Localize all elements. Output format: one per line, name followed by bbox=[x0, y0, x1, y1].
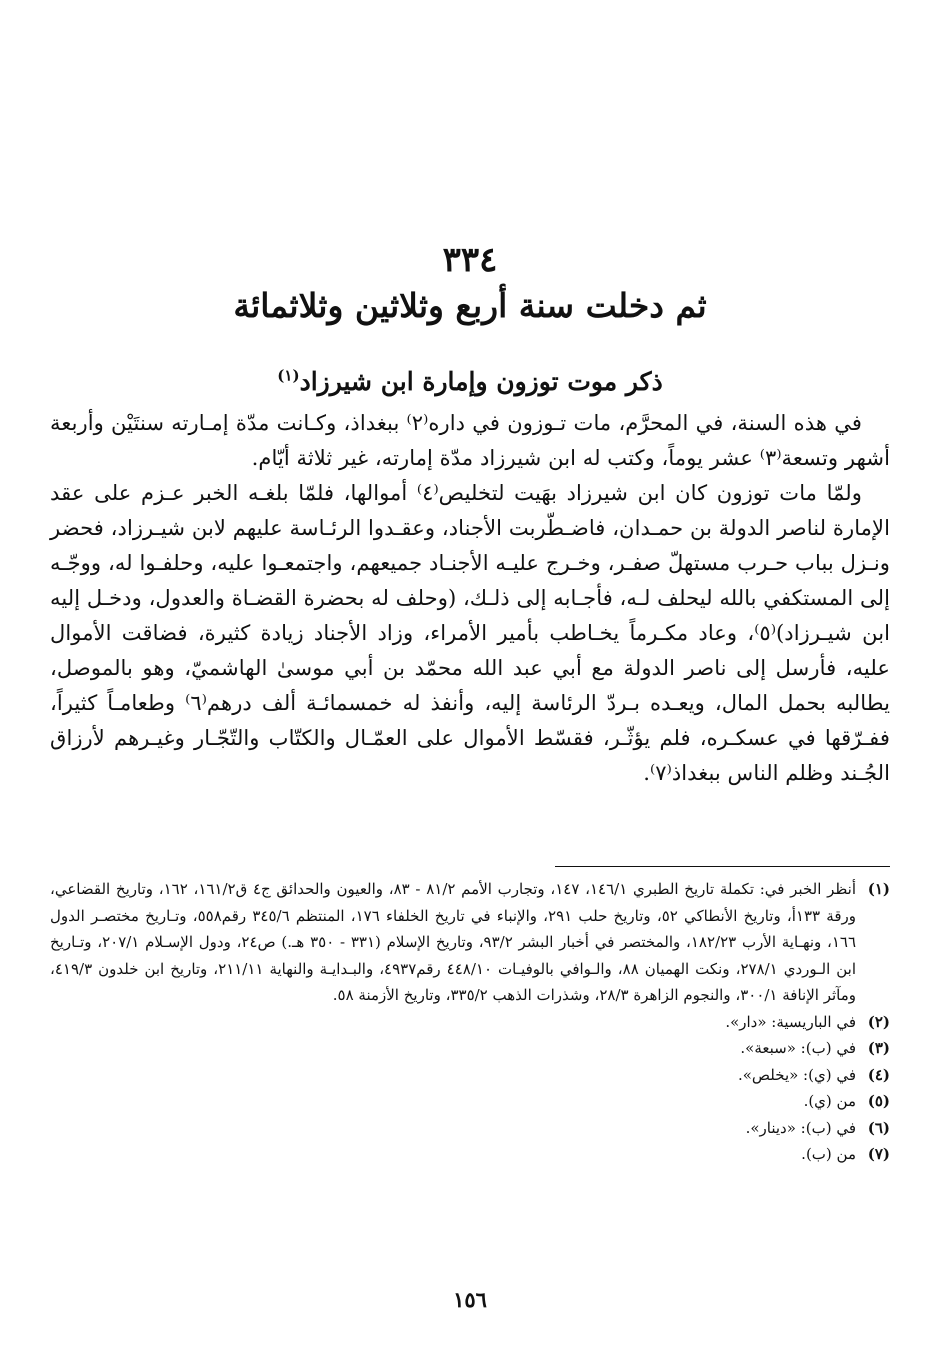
footnote-text: في (ب): «دينار». bbox=[745, 1118, 856, 1137]
footnote-number: (٣) bbox=[867, 1039, 890, 1057]
footnote-7 bbox=[50, 1141, 890, 1168]
section-title bbox=[50, 362, 890, 402]
footnote-divider bbox=[555, 866, 890, 867]
footnote-text: من (ب). bbox=[801, 1145, 856, 1163]
book-page bbox=[50, 0, 890, 1369]
footnote-6 bbox=[50, 1115, 890, 1142]
footnote-number: (٥) bbox=[867, 1092, 890, 1110]
footnotes bbox=[50, 876, 890, 1168]
year-number: ٣٣٤ bbox=[442, 240, 498, 280]
footnote-3 bbox=[50, 1035, 890, 1062]
footnote-4 bbox=[50, 1062, 890, 1089]
footnote-5 bbox=[50, 1088, 890, 1115]
footnote-2 bbox=[50, 1009, 890, 1036]
footnote-number: (٤) bbox=[867, 1065, 890, 1084]
footnote-text: في الباريسية: «دار». bbox=[725, 1012, 856, 1031]
footnote-1 bbox=[50, 876, 890, 1009]
paragraph-1: في هذه السنة، في المحرَّم، مات تـوزون في داره⁽٢⁾ ببغداذ، وكـانت مدّة إمـارته سنتَيْن وأربعة أشهر وتسعة⁽٣⁾ عشر يوماً، وكتب له ابن شيرزاد مدّة إمارته، غير ثلاثة أيّام. bbox=[50, 410, 890, 470]
footnote-text: من (ي). bbox=[803, 1092, 856, 1110]
year-title: ثم دخلت سنة أربع وثلاثين وثلاثمائة bbox=[233, 286, 707, 325]
footnote-number: (٢) bbox=[867, 1012, 890, 1031]
footnote-text: في (ي): «يخلص». bbox=[737, 1065, 856, 1084]
footnote-text: في (ب): «سبعة». bbox=[740, 1039, 856, 1057]
footnote-text: أنظر الخبر في: تكملة تاريخ الطبري ١٤٦/١، ١٤٧، وتجارب الأمم ٨١/٢ - ٨٣، والعيون والحدائق ج٤ ق١٦١/٢، ١٦٢، وتاريخ القضاعي، ورقة ١٣٣أ، وتاريخ الأنطاكي ٥٢، وتاريخ حلب ٢٩١، والإنباء في تاريخ الخلفاء ١٧٦، المنتظم ٣٤٥/٦ رقم٥٥٨، وتـاريخ مختصـر الدول ١٦٦، ونهـاية الأرب ١٨٢/٢٣، والمختصر في أخبار البشر ٩٣/٢، وتاريخ الإسلام (٣٣١ - ٣٥٠ هـ.) ص٢٤، ودول الإسـلام ٢٠٧/١، وتـاريخ ابن الـوردي ٢٧٨/١، ونكت الهميان ٨٨، والـوافي بالوفيـات ٤٤٨/١٠ رقم٤٩٣٧، والبـدايـة والنهاية ٢١١/١١، وتاريخ ابن خلدون ٤١٩/٣، ومآثر الإنافة ٣٠٠/١، والنجوم الزاهرة ٢٨/٣، وشذرات الذهب ٣٣٥/٢، وتاريخ الأزمنة ٥٨. bbox=[50, 880, 857, 1004]
footnote-number: (٦) bbox=[867, 1118, 890, 1137]
section-title-text: ذكر موت توزون وإمارة ابن شيرزاد bbox=[299, 367, 663, 396]
footnote-number: (١) bbox=[867, 880, 890, 898]
main-text bbox=[50, 405, 890, 790]
section-title-footnote-ref: (١) bbox=[277, 366, 300, 385]
page-number: ١٥٦ bbox=[453, 1287, 487, 1312]
paragraph-2: ولمّا مات توزون كان ابن شيرزاد بهَيت لتخليص⁽٤⁾ أموالها، فلمّا بلغـه الخبر عـزم على عقد الإمارة لناصر الدولة بن حمـدان، فاضـطّربت الأجناد، وعقـدوا الرئـاسة عليهم لابن شيـرزاد، فحضر ونـزل بباب حـرب مستهلّ صفـر، وخـرج عليـه الأجنـاد جميعهم، واجتمعـوا عليه، وحلفـوا له، ووجّـه إلى المستكفي بالله ليحلف لـه، فأجـابه إلى ذلـك، (وحلف له بحضرة القضـاة والعدول، ودخـل إليه ابن شيـرزاد)⁽٥⁾، وعاد مكـرماً يخـاطب بأمير الأمراء، وزاد الأجناد زيادة كثيرة، فضاقت الأموال عليه، فأرسل إلى ناصر الدولة مع أبي عبد الله محمّد بن أبي موسىٰ الهاشميّ، وهو بالموصل، يطالبه بحمل المال، ويعـده بـردّ الرئاسة إليه، وأنفذ له خمسمائـة ألف درهم⁽٦⁾ وطعامـاً كثيراً، ففـرّقها في عسكـره، فلم يؤثّـر، فقسّط الأموال على العمّـال والكتّاب والتّجّـار وغيـرهم لأرزاق الجُـند وظلم الناس ببغداذ⁽٧⁾. bbox=[50, 480, 890, 785]
footnote-number: (٧) bbox=[867, 1145, 890, 1163]
